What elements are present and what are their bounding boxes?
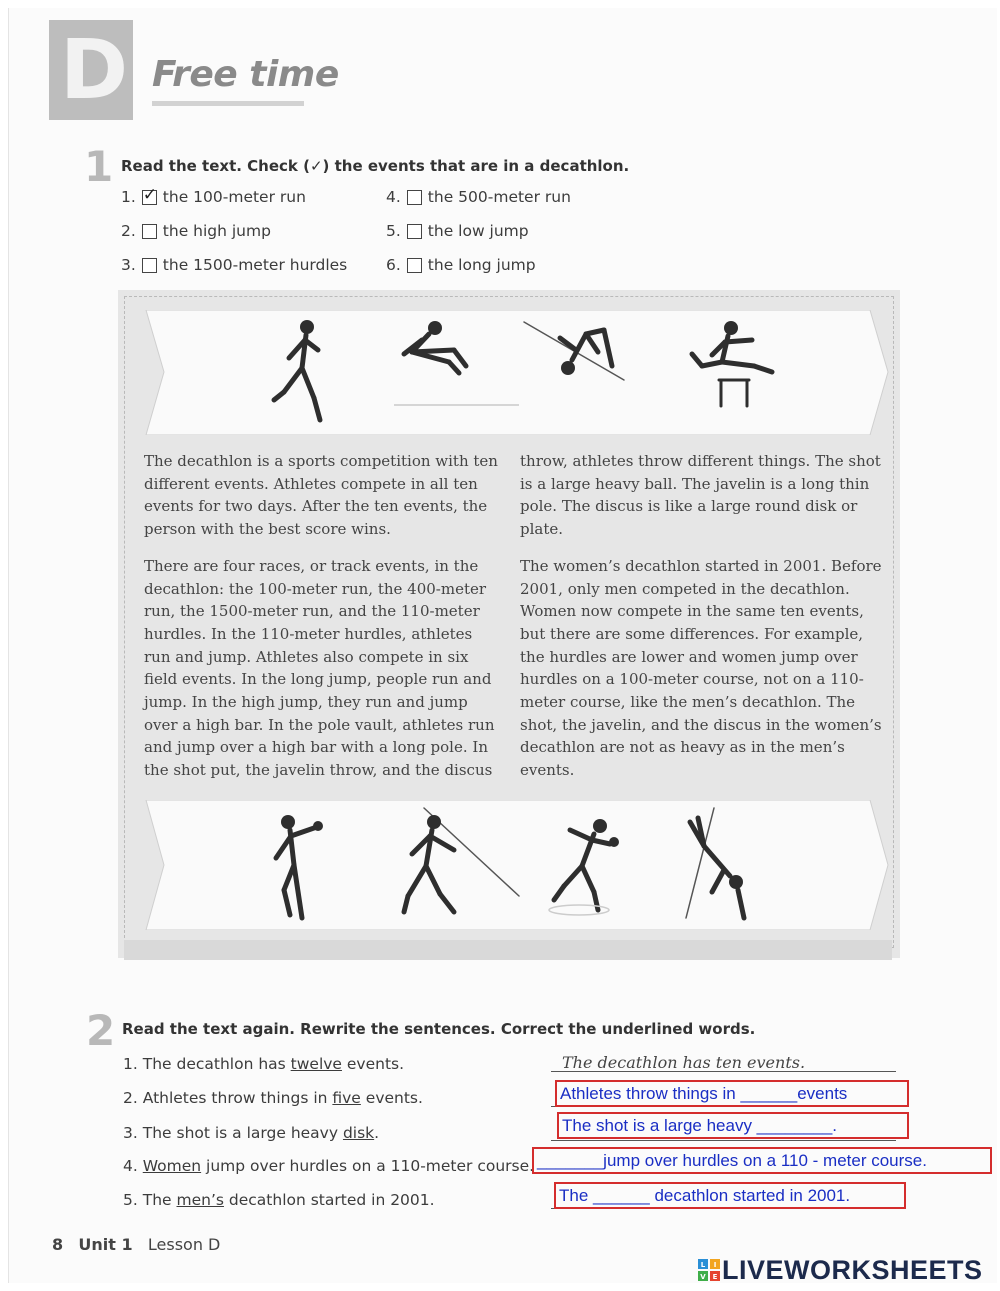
liveworksheets-brand: LIVEWORKSHEETS [722, 1255, 983, 1285]
logo-letter: E [712, 1273, 718, 1281]
option-checkbox[interactable] [407, 224, 422, 239]
unit-label: Unit 1 [78, 1235, 133, 1254]
sentence-text: jump over hurdles on a 110-meter course. [201, 1157, 535, 1175]
sentence-text: events. [360, 1089, 423, 1107]
option-number: 1. [121, 188, 136, 206]
reading-column-2 [520, 450, 882, 796]
sentence-item [123, 1157, 534, 1175]
exercise-2-number: 2 [86, 1006, 116, 1055]
liveworksheets-logo-icon [698, 1259, 720, 1281]
option-number: 4. [386, 188, 401, 206]
section-letter: D [60, 23, 129, 118]
option-number: 5. [386, 222, 401, 240]
option-item [386, 188, 571, 206]
sentence-text: . [374, 1124, 380, 1142]
sentence-number: 4. [123, 1157, 138, 1175]
sentence-item [123, 1191, 435, 1209]
lesson-label: Lesson D [147, 1235, 221, 1254]
sentence-text: Athletes throw things in [142, 1089, 333, 1107]
option-item [121, 222, 271, 240]
sentence-item [123, 1124, 379, 1142]
reading-paragraph: The decathlon is a sports competition with ten different events. Athletes compete in all ten events for two days. After the ten events, the person with the best score wins. [144, 452, 498, 539]
reading-paragraph: throw, athletes throw different things. The shot is a large heavy ball. The javelin is a long thin pole. The discus is like a large round disk or plate. [520, 452, 881, 539]
reading-column-1 [144, 450, 500, 796]
option-checkbox[interactable] [142, 258, 157, 273]
sentence-text: The [142, 1191, 177, 1209]
option-item [386, 222, 529, 240]
exercise-1-instruction: Read the text. Check (✓) the events that are in a decathlon. [121, 157, 630, 175]
underlined-word: Women [142, 1157, 202, 1175]
answer-field-2[interactable]: Athletes throw things in ______events [555, 1080, 909, 1107]
underlined-word: disk [342, 1124, 375, 1142]
sentence-text: The shot is a large heavy [142, 1124, 343, 1142]
reading-paragraph: The women’s decathlon started in 2001. Before 2001, only men competed in the decathlon. Women now compete in the same ten events, but there are some differences. For example, the hurdles are lower and women jump over hurdles on a 100-meter course, not on a 110-meter course, like the men’s decathlon. The shot, the javelin, and the discus in the women’s decathlon are not as heavy as in the men’s events. [520, 556, 882, 780]
option-number: 6. [386, 256, 401, 274]
option-label: the high jump [162, 222, 271, 240]
sentence-text: The decathlon has [142, 1055, 291, 1073]
bottom-illustration-band [124, 800, 892, 930]
underlined-word: five [332, 1089, 361, 1107]
logo-letter: V [700, 1273, 706, 1281]
reading-paragraph: There are four races, or track events, in the decathlon: the 100-meter run, the 400-meter run, the 1500-meter run, and the 110-meter hurdles. In the 110-meter hurdles, athletes run and jump. Athletes also compete in six field events. In the long jump, people run and jump. In the high jump, they run and jump over a high bar. In the pole vault, athletes run and jump over a high bar with a long pole. In the shot put, the javelin throw, and the discus [144, 556, 495, 780]
answer-line [551, 1140, 896, 1141]
option-label: the low jump [427, 222, 529, 240]
underlined-word: men’s [176, 1191, 224, 1209]
sentence-number: 3. [123, 1124, 138, 1142]
answer-field-4[interactable]: _______jump over hurdles on a 110 - meter course. [532, 1147, 992, 1174]
example-answer: The decathlon has ten events. [562, 1053, 806, 1072]
sentence-number: 2. [123, 1089, 138, 1107]
sentence-text: events. [341, 1055, 405, 1073]
option-label: the 100-meter run [162, 188, 306, 206]
option-item [121, 256, 347, 274]
sentence-number: 5. [123, 1191, 138, 1209]
option-label: the long jump [427, 256, 536, 274]
option-checkbox[interactable] [407, 190, 422, 205]
option-checkbox[interactable] [142, 224, 157, 239]
page-number: 8 [52, 1235, 64, 1254]
option-number: 2. [121, 222, 136, 240]
option-label: the 500-meter run [427, 188, 571, 206]
logo-letter: L [700, 1261, 706, 1269]
page-footer [52, 1235, 220, 1254]
exercise-1-number: 1 [84, 142, 114, 191]
option-item [121, 188, 306, 206]
option-item [386, 256, 536, 274]
answer-field-3[interactable]: The shot is a large heavy ________. [557, 1112, 909, 1139]
top-illustration-band [124, 310, 892, 435]
option-number: 3. [121, 256, 136, 274]
title-underline [152, 101, 304, 106]
underlined-word: twelve [290, 1055, 342, 1073]
sentence-item [123, 1089, 423, 1107]
option-checkbox[interactable] [407, 258, 422, 273]
option-label: the 1500-meter hurdles [162, 256, 348, 274]
exercise-2-instruction: Read the text again. Rewrite the sentences. Correct the underlined words. [122, 1020, 756, 1038]
option-checkbox[interactable] [142, 190, 157, 205]
torn-paper-edge [124, 940, 892, 960]
sentence-item [123, 1055, 404, 1073]
answer-field-5[interactable]: The ______ decathlon started in 2001. [554, 1182, 906, 1209]
sentence-text: decathlon started in 2001. [223, 1191, 435, 1209]
logo-letter: I [713, 1261, 717, 1269]
sentence-number: 1. [123, 1055, 138, 1073]
page-title: Free time [152, 54, 339, 95]
